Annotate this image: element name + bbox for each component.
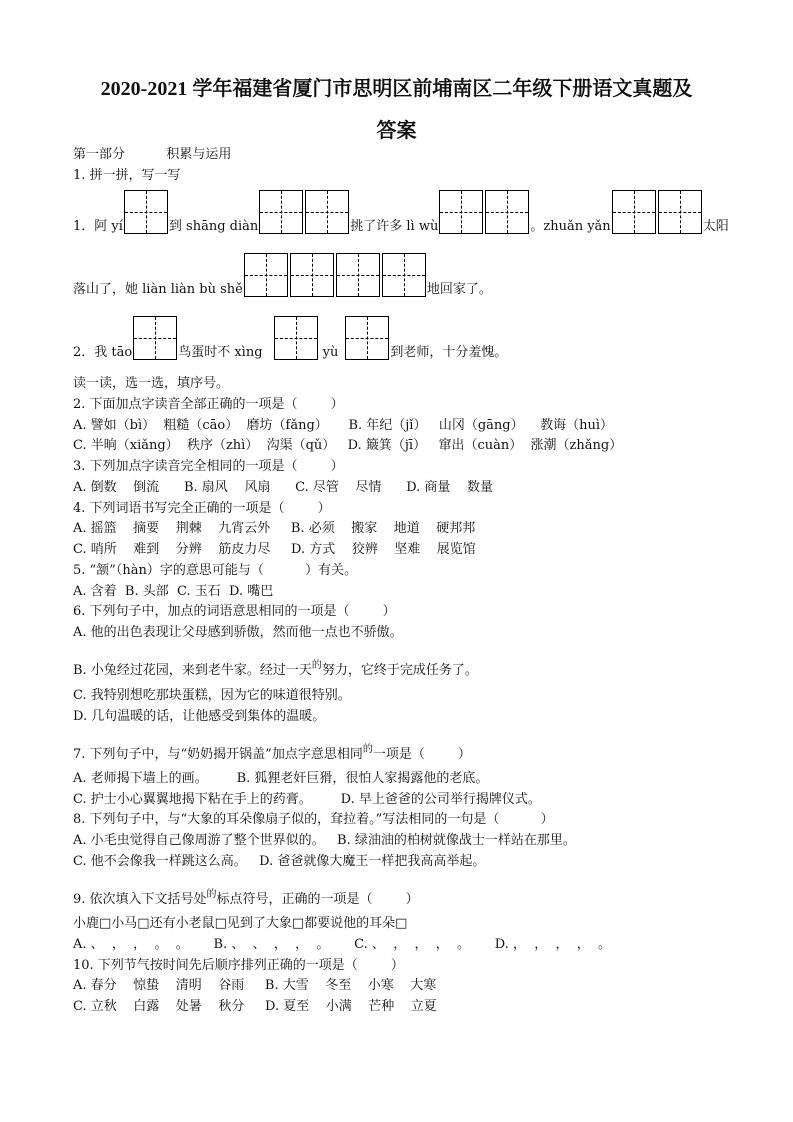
question-line: 8. 下列句子中，与“大象的耳朵像扇子似的，耷拉着。”写法相同的一句是（ ） <box>73 812 554 827</box>
text: 一项是（ ） <box>372 747 471 762</box>
text: 1．阿 yí <box>73 219 123 234</box>
text: yù <box>318 345 339 360</box>
question-line <box>73 886 419 909</box>
writing-grid[interactable] <box>258 190 350 234</box>
question-line: A. 老师揭下墙上的画。 B. 狐狸老奸巨猾，很怕人家揭露他的老底。 <box>73 771 489 786</box>
text: B. 小兔经过花园，来到老牛家。经过一天 <box>73 663 312 678</box>
question-line: 小鹿□小马□还有小老鼠□见到了大象□都要说他的耳朵□ <box>73 916 408 931</box>
text: 太阳 <box>702 219 729 234</box>
grid-cell[interactable] <box>274 316 318 360</box>
question-line: C. 立秋 白露 处暑 秋分 D. 夏至 小满 芒种 立夏 <box>73 999 437 1014</box>
grid-cell[interactable] <box>658 190 702 234</box>
text: 9. 依次填入下文括号处 <box>73 892 207 907</box>
writing-grid[interactable] <box>273 316 319 360</box>
question-line <box>73 741 471 764</box>
grid-cell[interactable] <box>345 316 389 360</box>
writing-grid[interactable] <box>438 190 530 234</box>
grid-cell[interactable] <box>133 316 177 360</box>
text: 到 shāng diàn <box>168 219 259 234</box>
doc-title-line2: 答案 <box>376 120 417 142</box>
writing-grid[interactable] <box>132 316 178 360</box>
question-line: A. 含着 B. 头部 C. 玉石 D. 嘴巴 <box>73 584 274 599</box>
question-line: C. 半晌（xiǎng） 秩序（zhì） 沟渠（qǔ） D. 簸箕（jī） 窜出（cuàn） 涨潮（zhǎng） <box>73 438 623 453</box>
pinyin-row-1 <box>73 190 729 236</box>
text: 鸟蛋时不 xìng <box>178 345 263 360</box>
instruction: 读一读，选一选，填序号。 <box>73 376 230 391</box>
text: 。zhuǎn yǎn <box>530 219 611 234</box>
grid-cell[interactable] <box>439 190 483 234</box>
question-line: A. 倒数 倒流 B. 扇风 风扇 C. 尽管 尽情 D. 商量 数量 <box>73 480 493 495</box>
text: 2．我 tāo <box>73 345 133 360</box>
question-line: 6. 下列句子中，加点的词语意思相同的一项是（ ） <box>73 604 396 619</box>
question-line: C. 我特别想吃那块蛋糕，因为它的味道很特别。 <box>73 688 351 703</box>
grid-cell[interactable] <box>290 253 334 297</box>
pinyin-row-3 <box>73 316 507 362</box>
grid-cell[interactable] <box>485 190 529 234</box>
question-line: C. 哨所 难到 分辨 筋皮力尽 D. 方式 狡辨 坚难 展览馆 <box>73 542 476 557</box>
text: 7. 下列句子中，与“奶奶揭开锅盖”加点字意思相同 <box>73 747 363 762</box>
text: 标点符号，正确的一项是（ ） <box>216 892 419 907</box>
question-line: C. 护士小心翼翼地揭下粘在手上的药膏。 D. 早上爸爸的公司举行揭牌仪式。 <box>73 792 541 807</box>
text: 挑了许多 lì wù <box>350 219 439 234</box>
pinyin-row-2 <box>73 253 492 299</box>
text: 努力，它终于完成任务了。 <box>321 663 478 678</box>
grid-cell[interactable] <box>382 253 426 297</box>
text: 地回家了。 <box>426 282 492 297</box>
question-line: A. 摇篮 摘要 荆棘 九宵云外 B. 必须 搬家 地道 硬邦邦 <box>73 521 476 536</box>
grid-cell[interactable] <box>244 253 288 297</box>
question-line: A. 小毛虫觉得自己像周游了整个世界似的。 B. 绿油油的柏树就像战士一样站在那里。 <box>73 833 576 848</box>
question-line: 5. “颔”（hàn）字的意思可能与（ ）有关。 <box>73 563 358 578</box>
doc-title-line1: 2020-2021 学年福建省厦门市思明区前埔南区二年级下册语文真题及 <box>100 78 693 100</box>
question-line: A. 他的出色表现让父母感到骄傲，然而他一点也不骄傲。 <box>73 625 403 640</box>
grid-cell[interactable] <box>259 190 303 234</box>
question-1: 1. 拼一拼，写一写 <box>73 168 181 183</box>
writing-grid[interactable] <box>344 316 390 360</box>
question-line: 2. 下面加点字读音全部正确的一项是（ ） <box>73 397 344 412</box>
grid-cell[interactable] <box>305 190 349 234</box>
question-line <box>73 657 478 680</box>
text: 的 <box>206 889 217 900</box>
text: 落山了，她 liàn liàn bù shě <box>73 282 243 297</box>
grid-cell[interactable] <box>612 190 656 234</box>
question-line: 3. 下列加点字读音完全相同的一项是（ ） <box>73 459 344 474</box>
question-line: 4. 下列词语书写完全正确的一项是（ ） <box>73 501 331 516</box>
writing-grid[interactable] <box>243 253 427 297</box>
question-line: D. 几句温暖的话，让他感受到集体的温暖。 <box>73 709 326 724</box>
question-line: C. 他不会像我一样跳这么高。 D. 爸爸就像大魔王一样把我高高举起。 <box>73 854 486 869</box>
question-line: A. 春分 惊蛰 清明 谷雨 B. 大雪 冬至 小寒 大寒 <box>73 978 437 993</box>
section-heading: 第一部分 积累与运用 <box>73 147 232 162</box>
question-line: A. 譬如（bì） 粗糙（cāo） 磨坊（fǎng） B. 年纪（jǐ） 山冈（gāng） 教诲（huì） <box>73 418 614 433</box>
question-line: 10. 下列节气按时间先后顺序排列正确的一项是（ ） <box>73 958 404 973</box>
grid-cell[interactable] <box>336 253 380 297</box>
text: 到老师，十分羞愧。 <box>390 345 508 360</box>
text: 的 <box>362 744 373 755</box>
grid-cell[interactable] <box>124 190 168 234</box>
writing-grid[interactable] <box>123 190 169 234</box>
writing-grid[interactable] <box>611 190 703 234</box>
text: 的 <box>311 660 322 671</box>
question-line: A. 、 ， ， 。 。 B. 、 、 ， ， 。 C. 、 ， ， ， 。 D. ， ， ， ， 。 <box>73 937 612 952</box>
